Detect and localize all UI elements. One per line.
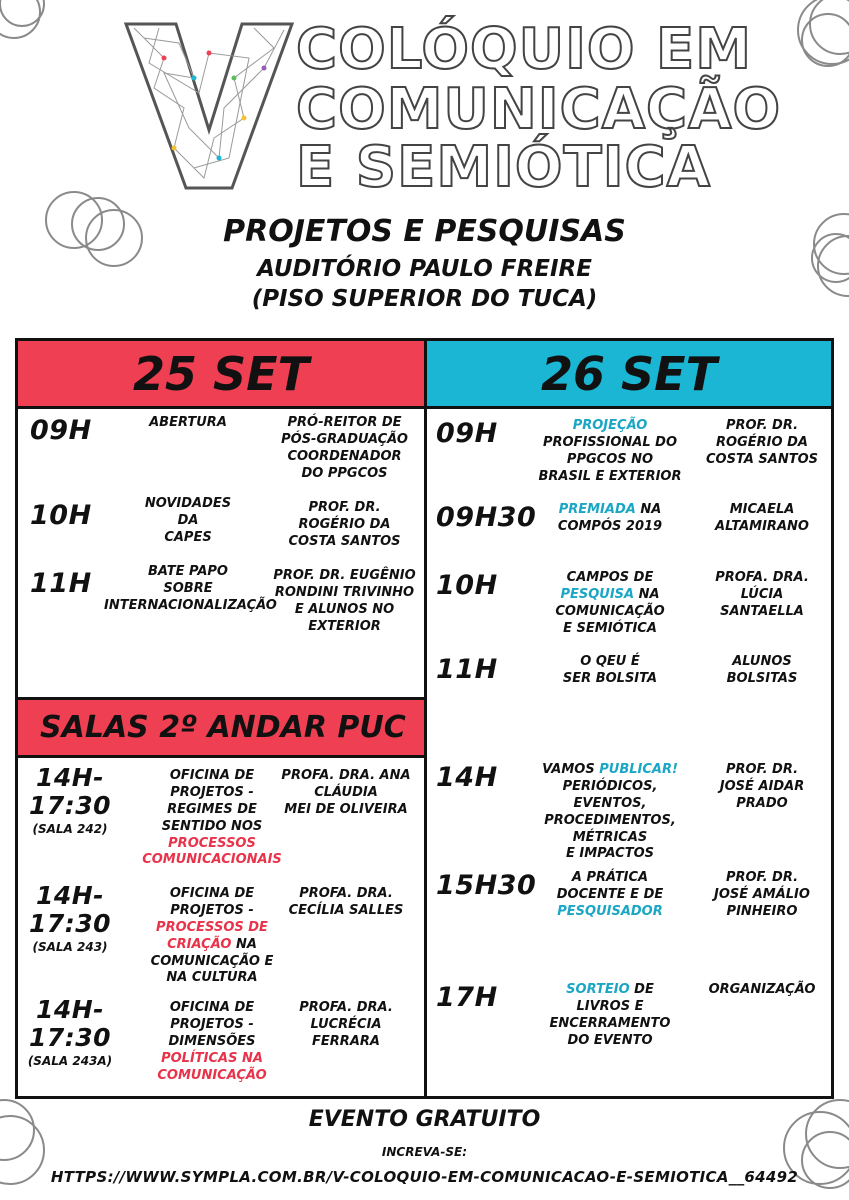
text-line: ABERTURA — [149, 415, 227, 430]
v-roman-numeral-logo — [124, 18, 294, 190]
time-slot — [22, 996, 118, 1068]
text-line: PROF. DR. EUGÊNIO — [273, 568, 416, 583]
activity — [104, 564, 277, 615]
highlighted-text: PROJEÇÃO — [572, 418, 648, 433]
activity — [530, 418, 690, 486]
text-line: DO PPGCOS — [301, 465, 388, 481]
event-subtitle: PROJETOS E PESQUISAS — [223, 214, 626, 249]
time-slot: 11H — [30, 568, 92, 599]
text-line: LUCRÉCIA — [310, 1016, 382, 1032]
text-line: E IMPACTOS — [566, 846, 654, 862]
activity — [530, 654, 690, 688]
text-line: CAPES — [164, 529, 212, 545]
room-label: (SALA 242) — [32, 822, 108, 836]
time-slot: 09H — [30, 415, 92, 446]
activity — [134, 886, 290, 987]
time-slot — [22, 882, 118, 954]
day-26-header: 26 SET — [427, 341, 831, 409]
text-line: DA — [177, 512, 199, 528]
highlighted-text: POLÍTICAS NA — [161, 1050, 263, 1066]
activity — [530, 502, 690, 536]
text-line: DIMENSÕES — [168, 1033, 256, 1049]
activity — [134, 1000, 290, 1084]
text-line: ROGÉRIO DA — [716, 434, 808, 450]
activity — [530, 870, 690, 921]
text-line: OFICINA DE — [169, 886, 255, 901]
time-slot: 14H — [436, 762, 498, 793]
text-line: COORDENADOR — [287, 448, 402, 464]
time-slot: 15H30 — [436, 870, 537, 901]
highlighted-text: SORTEIO DE — [566, 982, 654, 997]
activity — [104, 496, 272, 547]
time-end: 17:30 — [28, 790, 112, 820]
text-line: RONDINI TRIVINHO — [274, 584, 415, 600]
text-line: SENTIDO NOS — [161, 818, 263, 834]
text-line: BRASIL E EXTERIOR — [538, 468, 682, 484]
text-line: SANTAELLA — [720, 603, 804, 619]
text-line: ALUNOS — [732, 654, 792, 669]
decorative-circles-top-left — [0, 0, 60, 60]
time-start: 14H- — [35, 763, 105, 792]
text-line: OFICINA DE — [169, 768, 255, 783]
text-line: A PRÁTICA — [571, 870, 649, 885]
text-line: BATE PAPO — [148, 564, 228, 579]
text-line: PROJETOS - — [170, 1016, 254, 1032]
text-line: ORGANIZAÇÃO — [708, 982, 816, 997]
text-line: PINHEIRO — [726, 903, 798, 919]
speaker — [694, 870, 830, 921]
time-end: 17:30 — [28, 1022, 112, 1052]
text-line: LÚCIA — [740, 586, 784, 602]
speaker — [694, 762, 830, 813]
time-start: 14H- — [35, 995, 105, 1024]
time-slot: 10H — [30, 500, 92, 531]
speaker — [276, 886, 416, 920]
text-line: PROJETOS - — [170, 784, 254, 800]
speaker — [694, 982, 830, 999]
text-line: CLÁUDIA — [314, 784, 378, 800]
text-line: JOSÉ AIDAR — [719, 778, 805, 794]
speaker — [694, 654, 830, 688]
text-line: PROCEDIMENTOS, — [544, 812, 676, 828]
text-line: DO EVENTO — [567, 1032, 653, 1048]
venue-name: AUDITÓRIO PAULO FREIRE — [257, 256, 592, 282]
text-line: VAMOS PUBLICAR! — [542, 762, 678, 777]
speaker — [272, 500, 417, 551]
time-slot: 09H30 — [436, 502, 537, 533]
speaker — [276, 768, 416, 819]
highlighted-text: PESQUISA NA — [560, 586, 660, 602]
room-label: (SALA 243A) — [27, 1054, 113, 1068]
highlighted-text: COMUNICAÇÃO — [157, 1067, 267, 1083]
text-line: PERIÓDICOS, EVENTOS, — [562, 778, 658, 811]
time-slot: 09H — [436, 418, 498, 449]
time-slot — [22, 764, 118, 836]
text-line: PROF. DR. — [725, 870, 799, 885]
text-line: O QEU É — [580, 654, 640, 669]
time-slot: 10H — [436, 570, 498, 601]
speaker — [272, 568, 417, 636]
activity — [530, 982, 690, 1050]
text-line: PRÓ-REITOR DE — [287, 415, 402, 430]
text-line: PROFA. DRA. — [715, 570, 809, 585]
text-line: MEI DE OLIVEIRA — [284, 801, 408, 817]
title-line-1: COLÓQUIO EM — [296, 17, 752, 82]
highlighted-text: PROCESSOS DE — [156, 919, 268, 935]
text-line: NA CULTURA — [166, 970, 258, 986]
text-line: BOLSITAS — [726, 670, 798, 686]
text-line: ENCERRAMENTO — [549, 1015, 671, 1031]
highlighted-text: CRIAÇÃO NA — [167, 936, 257, 952]
activity — [104, 415, 272, 432]
text-line: PÓS-GRADUAÇÃO — [281, 431, 408, 447]
text-line: MÉTRICAS — [572, 829, 648, 845]
title-line-2: COMUNICAÇÃO — [296, 77, 782, 142]
time-end: 17:30 — [28, 908, 112, 938]
venue-detail: (PISO SUPERIOR DO TUCA) — [251, 286, 598, 312]
text-line: OFICINA DE — [169, 1000, 255, 1015]
register-label: INCREVA-SE: — [381, 1145, 468, 1159]
room-label: (SALA 243) — [32, 940, 108, 954]
highlighted-text: PESQUISADOR — [557, 903, 663, 919]
text-line: DOCENTE E DE — [556, 886, 664, 902]
activity — [530, 570, 690, 638]
text-line: CECÍLIA SALLES — [288, 902, 404, 918]
salas-header: SALAS 2º ANDAR PUC — [18, 700, 424, 758]
text-line: SER BOLSITA — [562, 670, 658, 686]
registration-url[interactable]: HTTPS://WWW.SYMPLA.COM.BR/V-COLOQUIO-EM-COMUNICACAO-E-SEMIOTICA__64492 — [50, 1168, 799, 1186]
activity — [134, 768, 290, 869]
text-line: CAMPOS DE — [566, 570, 654, 585]
time-start: 14H- — [35, 881, 105, 910]
text-line: PROFA. DRA. ANA — [281, 768, 411, 783]
text-line: E ALUNOS NO — [294, 601, 395, 617]
day-25-header: 25 SET — [18, 341, 424, 409]
text-line: NOVIDADES — [144, 496, 232, 511]
highlighted-text: PROCESSOS — [168, 835, 256, 851]
speaker — [694, 570, 830, 621]
text-line: PROF. DR. — [725, 762, 799, 777]
text-line: PRADO — [736, 795, 788, 811]
text-line: LIVROS E — [576, 998, 644, 1014]
speaker — [272, 415, 417, 483]
decorative-circles-top-right — [780, 0, 849, 90]
text-line: PROJETOS - — [170, 902, 254, 918]
text-line: COMUNICAÇÃO E — [150, 953, 274, 969]
speaker — [694, 418, 830, 469]
speaker — [276, 1000, 416, 1051]
text-line: PROF. DR. — [308, 500, 381, 515]
free-event-label: EVENTO GRATUITO — [308, 1107, 541, 1132]
text-line: JOSÉ AMÁLIO — [714, 886, 810, 902]
text-line: REGIMES DE — [167, 801, 257, 817]
text-line: SOBRE — [163, 580, 213, 596]
text-line: PPGCOS NO — [566, 451, 654, 467]
time-slot: 11H — [436, 654, 498, 685]
text-line: COMPÓS 2019 — [557, 518, 663, 534]
time-slot: 17H — [436, 982, 498, 1013]
text-line: PROFA. DRA. — [299, 1000, 393, 1015]
highlighted-text: COMUNICACIONAIS — [142, 852, 282, 868]
text-line: MICAELA — [729, 502, 795, 517]
text-line: INTERNACIONALIZAÇÃO — [104, 597, 277, 613]
highlighted-text: PREMIADA NA — [558, 502, 662, 517]
text-line: PROF. DR. — [725, 418, 799, 433]
text-line: COSTA SANTOS — [288, 533, 401, 549]
speaker — [694, 502, 830, 536]
activity — [530, 762, 690, 863]
text-line: EXTERIOR — [308, 618, 381, 634]
text-line: COMUNICAÇÃO — [555, 603, 665, 619]
text-line: E SEMIÓTICA — [563, 620, 657, 636]
text-line: PROFISSIONAL DO — [542, 434, 678, 450]
text-line: ROGÉRIO DA — [298, 516, 391, 532]
text-line: COSTA SANTOS — [706, 451, 818, 467]
text-line: ALTAMIRANO — [715, 518, 809, 534]
text-line: PROFA. DRA. — [299, 886, 393, 901]
title-line-3: E SEMIÓTICA — [296, 135, 711, 200]
text-line: FERRARA — [312, 1033, 380, 1049]
